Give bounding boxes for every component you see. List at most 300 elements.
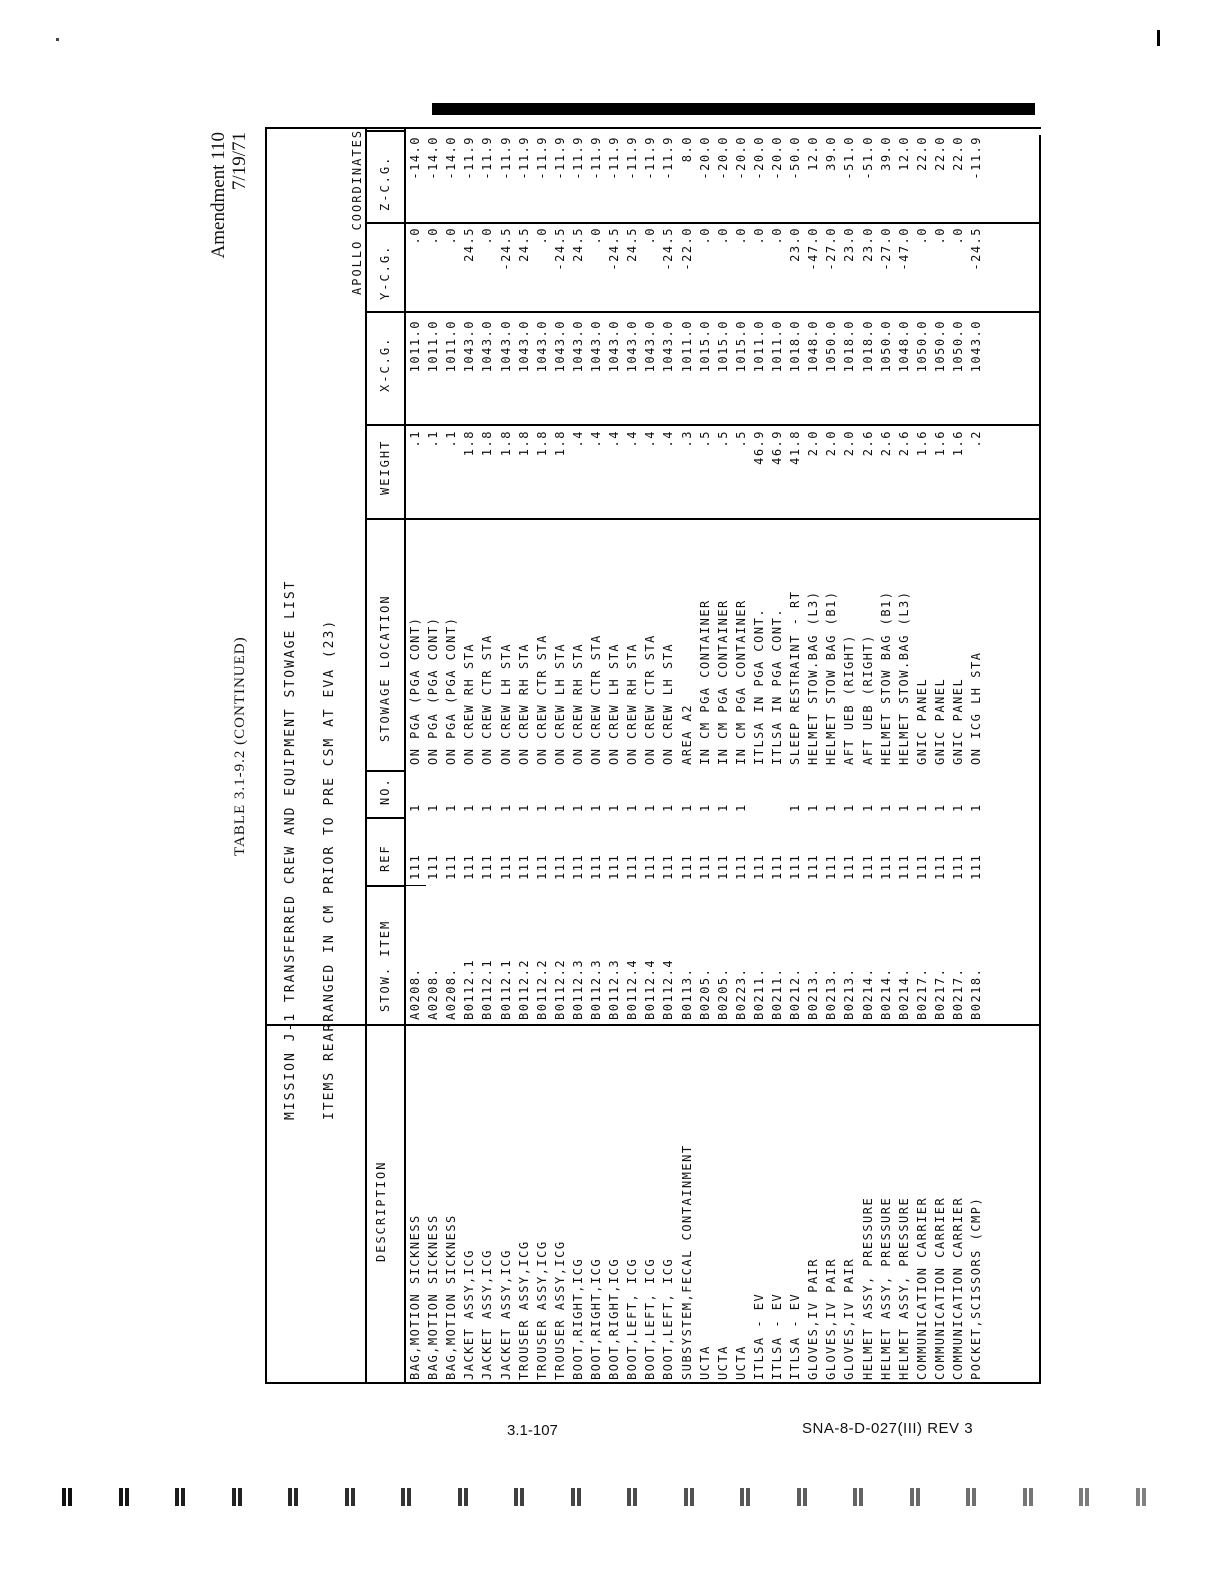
row-description: GLOVES,IV PAIR bbox=[806, 1257, 821, 1380]
row-location: ON CREW CTR STA bbox=[589, 634, 603, 765]
film-mark bbox=[684, 1488, 694, 1506]
table-border-top bbox=[265, 127, 1041, 129]
row-stow-item: B0112.3 bbox=[607, 958, 622, 1020]
row-y-cg: .0 bbox=[697, 227, 712, 245]
row-ref: 111 bbox=[842, 853, 857, 880]
row-description: BAG,MOTION SICKNESS bbox=[444, 1214, 459, 1380]
row-location: ON CREW LH STA bbox=[498, 642, 513, 765]
column-header-rule bbox=[404, 127, 406, 1384]
row-description: TROUSER ASSY,ICG bbox=[534, 1240, 549, 1380]
row-x-cg: 1043.0 bbox=[462, 320, 477, 373]
heavy-rule bbox=[432, 103, 1035, 115]
table-border-right bbox=[1039, 135, 1041, 1384]
row-y-cg: .0 bbox=[932, 227, 947, 245]
row-weight: 2.6 bbox=[860, 430, 875, 457]
col-rule-item bbox=[367, 885, 406, 887]
row-location: SLEEP RESTRAINT - RT bbox=[788, 590, 803, 765]
row-z-cg: -20.0 bbox=[733, 136, 748, 180]
row-stow-item: B0213. bbox=[806, 967, 821, 1020]
row-z-cg: -11.9 bbox=[552, 136, 567, 180]
film-mark bbox=[288, 1488, 298, 1506]
row-description: UCTA bbox=[697, 1345, 712, 1380]
film-mark bbox=[740, 1488, 750, 1506]
col-header-weight: WEIGHT bbox=[378, 439, 392, 495]
row-z-cg: -51.0 bbox=[842, 136, 857, 180]
row-stow-item: B0205. bbox=[715, 967, 730, 1020]
row-no: 1 bbox=[806, 803, 821, 812]
row-z-cg: -14.0 bbox=[426, 136, 441, 180]
row-stow-item: A0208. bbox=[408, 967, 422, 1020]
row-weight: 1.8 bbox=[534, 430, 549, 457]
row-location: HELMET STOW BAG (B1) bbox=[878, 590, 893, 765]
row-ref: 111 bbox=[444, 853, 459, 880]
row-stow-item: B0113. bbox=[679, 967, 694, 1020]
row-weight: 46.9 bbox=[770, 430, 784, 465]
row-no: 1 bbox=[444, 803, 459, 812]
row-no: 1 bbox=[534, 803, 549, 812]
film-mark bbox=[627, 1488, 637, 1506]
row-weight: .1 bbox=[426, 430, 441, 448]
row-y-cg: .0 bbox=[444, 227, 459, 245]
row-location: HELMET STOW.BAG (L3) bbox=[806, 590, 821, 765]
row-y-cg: -24.5 bbox=[498, 227, 513, 271]
page-number: 3.1-107 bbox=[507, 1422, 558, 1439]
apollo-coordinates-header: APOLLO COORDINATES bbox=[350, 128, 364, 295]
row-description: BOOT,RIGHT,ICG bbox=[570, 1257, 585, 1380]
row-location: ON ICG LH STA bbox=[969, 651, 984, 765]
row-x-cg: 1050.0 bbox=[914, 320, 929, 373]
row-z-cg: -51.0 bbox=[860, 136, 875, 180]
row-no: 1 bbox=[408, 803, 422, 812]
row-no: 1 bbox=[552, 803, 567, 812]
col-rule-ref bbox=[367, 817, 406, 819]
col-rule-x bbox=[367, 311, 406, 313]
row-stow-item: B0112.3 bbox=[570, 958, 585, 1020]
row-location: ITLSA IN PGA CONT. bbox=[770, 607, 784, 765]
row-ref: 111 bbox=[480, 853, 495, 880]
row-ref: 111 bbox=[896, 853, 911, 880]
row-description: ITLSA - EV bbox=[788, 1292, 803, 1380]
row-location: GNIC PANEL bbox=[932, 677, 947, 765]
row-y-cg: -47.0 bbox=[806, 227, 821, 271]
row-ref: 111 bbox=[824, 853, 839, 880]
row-location: ON CREW LH STA bbox=[661, 642, 676, 765]
row-y-cg: 24.5 bbox=[570, 227, 585, 262]
row-ref: 111 bbox=[860, 853, 875, 880]
row-stow-item: B0112.4 bbox=[661, 958, 676, 1020]
row-x-cg: 1011.0 bbox=[679, 320, 694, 373]
row-y-cg: -27.0 bbox=[824, 227, 839, 271]
row-z-cg: -20.0 bbox=[715, 136, 730, 180]
row-weight: 2.0 bbox=[806, 430, 821, 457]
row-stow-item: B0112.2 bbox=[552, 958, 567, 1020]
row-y-cg: -22.0 bbox=[679, 227, 694, 271]
row-ref: 111 bbox=[733, 853, 748, 880]
row-ref: 111 bbox=[770, 853, 784, 880]
row-no: 1 bbox=[951, 803, 965, 812]
row-description: ITLSA - EV bbox=[751, 1292, 766, 1380]
row-no: 1 bbox=[824, 803, 839, 812]
amendment-block bbox=[208, 132, 250, 292]
film-mark bbox=[232, 1488, 242, 1506]
row-description: GLOVES,IV PAIR bbox=[824, 1257, 839, 1380]
row-description: JACKET ASSY,ICG bbox=[462, 1249, 477, 1380]
row-y-cg: -47.0 bbox=[896, 227, 911, 271]
row-x-cg: 1043.0 bbox=[498, 320, 513, 373]
row-y-cg: 24.5 bbox=[516, 227, 531, 262]
col-rule-weight bbox=[367, 424, 406, 426]
row-y-cg: .0 bbox=[733, 227, 748, 245]
row-x-cg: 1011.0 bbox=[444, 320, 459, 373]
row-stow-item: B0212. bbox=[788, 967, 803, 1020]
row-z-cg: -11.9 bbox=[570, 136, 585, 180]
row-x-cg: 1043.0 bbox=[969, 320, 984, 373]
film-mark bbox=[62, 1488, 72, 1506]
row-no: 1 bbox=[480, 803, 495, 812]
body-rule-y bbox=[406, 222, 1040, 224]
row-y-cg: .0 bbox=[426, 227, 441, 245]
row-location: AFT UEB (RIGHT) bbox=[860, 634, 875, 765]
row-description: UCTA bbox=[733, 1345, 748, 1380]
row-ref: 111 bbox=[534, 853, 549, 880]
row-weight: .5 bbox=[733, 430, 748, 448]
row-description: BOOT,LEFT, ICG bbox=[643, 1257, 658, 1380]
row-no: 1 bbox=[426, 803, 441, 812]
row-z-cg: -11.9 bbox=[589, 136, 603, 180]
row-no: 1 bbox=[788, 803, 803, 812]
row-x-cg: 1050.0 bbox=[951, 320, 965, 373]
row-stow-item: B0211. bbox=[770, 967, 784, 1020]
row-description: ITLSA - EV bbox=[770, 1292, 784, 1380]
row-y-cg: -24.5 bbox=[552, 227, 567, 271]
row-description: GLOVES,IV PAIR bbox=[842, 1257, 857, 1380]
row-y-cg: .0 bbox=[951, 227, 965, 245]
row-ref: 111 bbox=[697, 853, 712, 880]
row-ref: 111 bbox=[552, 853, 567, 880]
table-number-title: TABLE 3.1-9.2 (CONTINUED) bbox=[232, 636, 248, 856]
body-rule-weight bbox=[406, 424, 1040, 426]
row-location: ON CREW RH STA bbox=[462, 642, 477, 765]
row-weight: .5 bbox=[715, 430, 730, 448]
row-x-cg: 1018.0 bbox=[788, 320, 803, 373]
row-weight: 1.8 bbox=[498, 430, 513, 457]
row-description: POCKET,SCISSORS (CMP) bbox=[969, 1196, 984, 1380]
row-description: TROUSER ASSY,ICG bbox=[516, 1240, 531, 1380]
row-weight: 1.6 bbox=[951, 430, 965, 457]
row-z-cg: 39.0 bbox=[878, 136, 893, 171]
row-stow-item: A0208. bbox=[444, 967, 459, 1020]
header-rule bbox=[365, 127, 367, 1384]
row-z-cg: -11.9 bbox=[498, 136, 513, 180]
row-x-cg: 1043.0 bbox=[552, 320, 567, 373]
row-ref: 111 bbox=[914, 853, 929, 880]
row-location: ON CREW RH STA bbox=[516, 642, 531, 765]
row-y-cg: 23.0 bbox=[842, 227, 857, 262]
row-weight: .1 bbox=[444, 430, 459, 448]
row-y-cg: .0 bbox=[408, 227, 422, 245]
row-no: 1 bbox=[643, 803, 658, 812]
body-rule-item bbox=[406, 885, 426, 886]
row-x-cg: 1015.0 bbox=[715, 320, 730, 373]
row-y-cg: 24.5 bbox=[625, 227, 640, 262]
row-ref: 111 bbox=[788, 853, 803, 880]
row-ref: 111 bbox=[625, 853, 640, 880]
row-no bbox=[753, 782, 765, 812]
row-stow-item: B0214. bbox=[878, 967, 893, 1020]
row-z-cg: 39.0 bbox=[824, 136, 839, 171]
row-z-cg: 12.0 bbox=[806, 136, 821, 171]
row-z-cg: -11.9 bbox=[607, 136, 622, 180]
table-border-left bbox=[265, 127, 267, 1384]
film-mark bbox=[119, 1488, 129, 1506]
col-header-ref: REF bbox=[378, 844, 392, 872]
col-header-x: X-C.G. bbox=[378, 336, 392, 392]
row-z-cg: -14.0 bbox=[444, 136, 459, 180]
row-location: ON CREW RH STA bbox=[570, 642, 585, 765]
row-y-cg: 24.5 bbox=[462, 227, 477, 262]
row-x-cg: 1011.0 bbox=[751, 320, 766, 373]
row-weight: 2.6 bbox=[878, 430, 893, 457]
row-y-cg: .0 bbox=[751, 227, 766, 245]
row-y-cg: -24.5 bbox=[661, 227, 676, 271]
scan-speck bbox=[56, 38, 59, 41]
row-stow-item: B0214. bbox=[896, 967, 911, 1020]
row-x-cg: 1050.0 bbox=[932, 320, 947, 373]
row-description: COMMUNICATION CARRIER bbox=[914, 1196, 929, 1380]
row-location: ON CREW CTR STA bbox=[534, 634, 549, 765]
row-z-cg: -20.0 bbox=[770, 136, 784, 180]
row-location: ON CREW RH STA bbox=[625, 642, 640, 765]
row-stow-item: B0217. bbox=[932, 967, 947, 1020]
row-no: 1 bbox=[697, 803, 712, 812]
row-location: ON PGA (PGA CONT) bbox=[408, 616, 422, 765]
row-z-cg: 12.0 bbox=[896, 136, 911, 171]
row-no: 1 bbox=[498, 803, 513, 812]
row-z-cg: -11.9 bbox=[534, 136, 549, 180]
row-no: 1 bbox=[842, 803, 857, 812]
row-z-cg: 22.0 bbox=[951, 136, 965, 171]
row-location: GNIC PANEL bbox=[914, 677, 929, 765]
row-weight: 2.0 bbox=[842, 430, 857, 457]
row-z-cg: -11.9 bbox=[516, 136, 531, 180]
film-mark bbox=[345, 1488, 355, 1506]
row-weight: .2 bbox=[969, 430, 984, 448]
row-x-cg: 1015.0 bbox=[697, 320, 712, 373]
film-mark bbox=[966, 1488, 976, 1506]
row-x-cg: 1043.0 bbox=[516, 320, 531, 373]
row-no: 1 bbox=[733, 803, 748, 812]
row-location: ON CREW LH STA bbox=[607, 642, 622, 765]
row-ref: 111 bbox=[462, 853, 477, 880]
row-stow-item: A0208. bbox=[426, 967, 441, 1020]
row-z-cg: -11.9 bbox=[462, 136, 477, 180]
row-weight: .4 bbox=[589, 430, 603, 448]
row-description: BOOT,RIGHT,ICG bbox=[607, 1257, 622, 1380]
row-x-cg: 1011.0 bbox=[426, 320, 441, 373]
row-ref: 111 bbox=[426, 853, 441, 880]
row-ref: 111 bbox=[715, 853, 730, 880]
row-no: 1 bbox=[462, 803, 477, 812]
col-header-no: NO. bbox=[378, 777, 392, 805]
row-location: ON CREW CTR STA bbox=[643, 634, 658, 765]
row-stow-item: B0213. bbox=[842, 967, 857, 1020]
row-z-cg: -11.9 bbox=[643, 136, 658, 180]
row-x-cg: 1043.0 bbox=[661, 320, 676, 373]
row-y-cg: .0 bbox=[770, 227, 784, 245]
row-ref: 111 bbox=[878, 853, 893, 880]
row-stow-item: B0214. bbox=[860, 967, 875, 1020]
row-weight: 1.6 bbox=[914, 430, 929, 457]
film-mark bbox=[1079, 1488, 1089, 1506]
film-mark bbox=[853, 1488, 863, 1506]
row-location: IN CM PGA CONTAINER bbox=[697, 599, 712, 765]
row-description: HELMET ASSY, PRESSURE bbox=[860, 1196, 875, 1380]
row-ref: 111 bbox=[951, 853, 965, 880]
row-z-cg: 8.0 bbox=[679, 136, 694, 163]
row-ref: 111 bbox=[589, 853, 603, 880]
film-mark bbox=[514, 1488, 524, 1506]
row-z-cg: -20.0 bbox=[697, 136, 712, 180]
row-location: ON PGA (PGA CONT) bbox=[426, 616, 441, 765]
row-x-cg: 1050.0 bbox=[824, 320, 839, 373]
film-mark bbox=[458, 1488, 468, 1506]
body-rule-location bbox=[406, 518, 1040, 520]
col-header-z: Z-C.G. bbox=[378, 155, 392, 211]
col-rule-y bbox=[367, 222, 406, 224]
row-location: HELMET STOW.BAG (L3) bbox=[896, 590, 911, 765]
row-weight: 41.8 bbox=[788, 430, 803, 465]
row-z-cg: -14.0 bbox=[408, 136, 422, 180]
row-stow-item: B0218. bbox=[969, 967, 984, 1020]
row-weight: .5 bbox=[697, 430, 712, 448]
row-no: 1 bbox=[932, 803, 947, 812]
row-ref: 111 bbox=[969, 853, 984, 880]
row-ref: 111 bbox=[679, 853, 694, 880]
row-description: BAG,MOTION SICKNESS bbox=[426, 1214, 441, 1380]
row-stow-item: B0213. bbox=[824, 967, 839, 1020]
row-ref: 111 bbox=[643, 853, 658, 880]
row-stow-item: B0217. bbox=[914, 967, 929, 1020]
table-title-line2: ITEMS REARRANGED IN CM PRIOR TO PRE CSM AT EVA (23) bbox=[322, 618, 337, 1120]
row-weight: 46.9 bbox=[751, 430, 766, 465]
table-border-bottom bbox=[265, 1382, 1041, 1384]
row-x-cg: 1050.0 bbox=[878, 320, 893, 373]
row-ref: 111 bbox=[516, 853, 531, 880]
row-description: BAG,MOTION SICKNESS bbox=[408, 1214, 422, 1380]
row-weight: 2.6 bbox=[896, 430, 911, 457]
row-weight: .3 bbox=[679, 430, 694, 448]
row-ref: 111 bbox=[932, 853, 947, 880]
film-mark bbox=[910, 1488, 920, 1506]
row-description: COMMUNICATION CARRIER bbox=[951, 1196, 965, 1380]
row-description: COMMUNICATION CARRIER bbox=[932, 1196, 947, 1380]
row-z-cg: -11.9 bbox=[480, 136, 495, 180]
row-stow-item: B0112.1 bbox=[462, 958, 477, 1020]
row-description: SUBSYSTEM,FECAL CONTAINMENT bbox=[679, 1144, 694, 1380]
row-no: 1 bbox=[896, 803, 911, 812]
row-no: 1 bbox=[570, 803, 585, 812]
col-header-location: STOWAGE LOCATION bbox=[378, 594, 392, 742]
row-weight: 2.0 bbox=[824, 430, 839, 457]
row-x-cg: 1043.0 bbox=[643, 320, 658, 373]
row-description: HELMET ASSY, PRESSURE bbox=[896, 1196, 911, 1380]
col-header-description: DESCRIPTION bbox=[374, 1160, 388, 1262]
row-no: 1 bbox=[914, 803, 929, 812]
film-mark bbox=[1136, 1488, 1146, 1506]
row-y-cg: .0 bbox=[715, 227, 730, 245]
row-weight: .4 bbox=[570, 430, 585, 448]
row-stow-item: B0112.4 bbox=[643, 958, 658, 1020]
row-description: BOOT,LEFT, ICG bbox=[661, 1257, 676, 1380]
film-mark bbox=[175, 1488, 185, 1506]
row-stow-item: B0112.1 bbox=[480, 958, 495, 1020]
film-mark bbox=[571, 1488, 581, 1506]
row-weight: 1.8 bbox=[552, 430, 567, 457]
row-stow-item: B0112.2 bbox=[516, 958, 531, 1020]
col-rule-no bbox=[367, 770, 406, 772]
row-x-cg: 1043.0 bbox=[589, 320, 603, 373]
row-weight: .1 bbox=[408, 430, 422, 448]
row-location: ON PGA (PGA CONT) bbox=[444, 616, 459, 765]
row-x-cg: 1043.0 bbox=[625, 320, 640, 373]
row-location: HELMET STOW BAG (B1) bbox=[824, 590, 839, 765]
amendment-label: Amendment 110 bbox=[208, 132, 229, 259]
row-no bbox=[771, 782, 783, 812]
row-description: HELMET ASSY, PRESSURE bbox=[878, 1196, 893, 1380]
row-no: 1 bbox=[679, 803, 694, 812]
row-no: 1 bbox=[969, 803, 984, 812]
row-x-cg: 1011.0 bbox=[408, 320, 422, 373]
row-no: 1 bbox=[878, 803, 893, 812]
corner-mark bbox=[1157, 30, 1160, 46]
row-location: ITLSA IN PGA CONT. bbox=[751, 607, 766, 765]
row-weight: .4 bbox=[643, 430, 658, 448]
row-y-cg: -24.5 bbox=[607, 227, 622, 271]
film-mark bbox=[401, 1488, 411, 1506]
row-y-cg: .0 bbox=[480, 227, 495, 245]
row-weight: 1.6 bbox=[932, 430, 947, 457]
row-z-cg: -11.9 bbox=[661, 136, 676, 180]
row-z-cg: -11.9 bbox=[969, 136, 984, 180]
row-no: 1 bbox=[661, 803, 676, 812]
body-rule-x bbox=[406, 311, 1040, 313]
row-z-cg: 22.0 bbox=[932, 136, 947, 171]
row-stow-item: B0205. bbox=[697, 967, 712, 1020]
row-description: TROUSER ASSY,ICG bbox=[552, 1240, 567, 1380]
row-description: JACKET ASSY,ICG bbox=[480, 1249, 495, 1380]
row-location: AFT UEB (RIGHT) bbox=[842, 634, 857, 765]
row-y-cg: .0 bbox=[534, 227, 549, 245]
row-x-cg: 1048.0 bbox=[806, 320, 821, 373]
row-no: 1 bbox=[607, 803, 622, 812]
row-z-cg: -20.0 bbox=[751, 136, 766, 180]
row-weight: 1.8 bbox=[480, 430, 495, 457]
row-x-cg: 1043.0 bbox=[570, 320, 585, 373]
row-location: IN CM PGA CONTAINER bbox=[733, 599, 748, 765]
row-stow-item: B0217. bbox=[951, 967, 965, 1020]
row-weight: 1.8 bbox=[516, 430, 531, 457]
row-weight: .4 bbox=[607, 430, 622, 448]
row-weight: 1.8 bbox=[462, 430, 477, 457]
row-x-cg: 1018.0 bbox=[842, 320, 857, 373]
filmstrip-marks bbox=[0, 1488, 1220, 1518]
row-location: GNIC PANEL bbox=[951, 677, 965, 765]
row-description: BOOT,RIGHT,ICG bbox=[589, 1257, 603, 1380]
row-ref: 111 bbox=[498, 853, 513, 880]
row-ref: 111 bbox=[570, 853, 585, 880]
row-ref: 111 bbox=[661, 853, 676, 880]
row-x-cg: 1048.0 bbox=[896, 320, 911, 373]
